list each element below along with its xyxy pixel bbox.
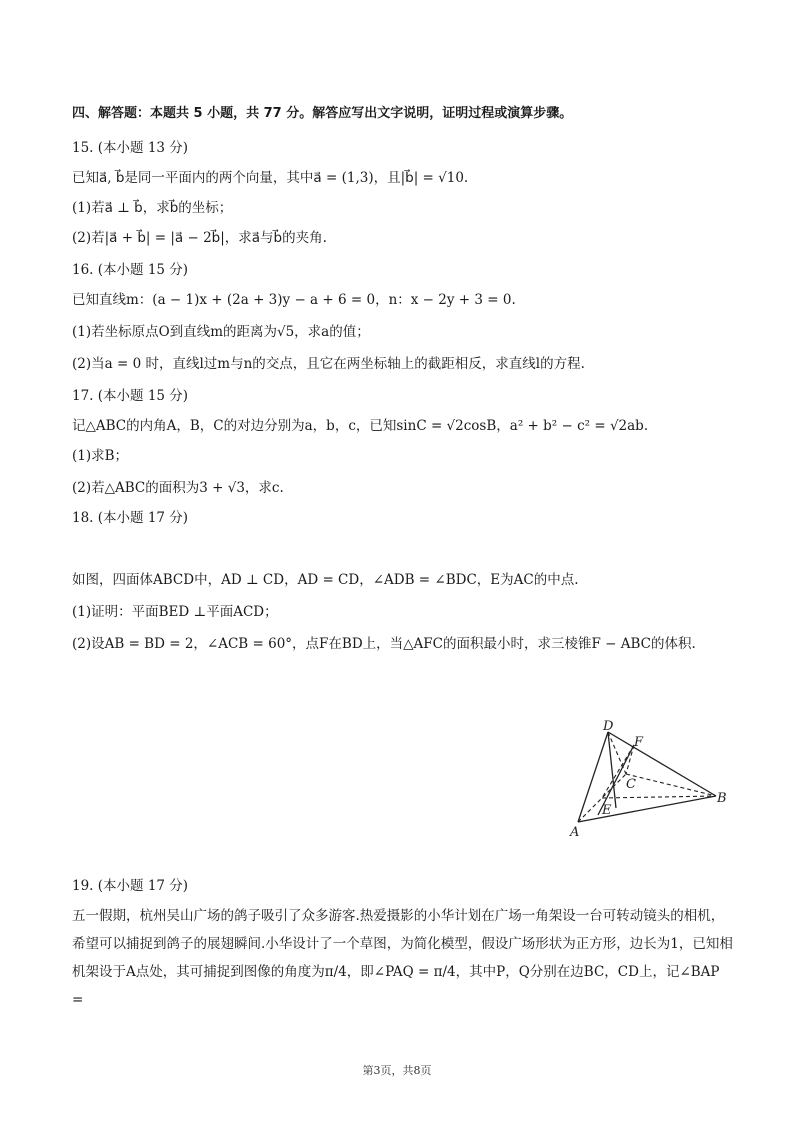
q19-title: 19. (本小题 17 分): [72, 878, 189, 894]
q18-title: 18. (本小题 17 分): [72, 510, 189, 526]
label-D: D: [603, 719, 614, 734]
edge-DE: [608, 732, 616, 808]
label-F: F: [634, 735, 644, 750]
q16-part2: (2)当a = 0 时，直线l过m与n的交点，且它在两坐标轴上的截距相反，求直线l的方程.: [72, 356, 585, 372]
q17-part1: (1)求B；: [72, 448, 129, 464]
q16-title: 16. (本小题 15 分): [72, 262, 189, 278]
q17-part2: (2)若△ABC的面积为3 + √3，求c.: [72, 480, 284, 496]
page-footer: 第3页，共8页: [362, 1064, 432, 1077]
label-B: B: [717, 791, 727, 806]
q15-part1: (1)若a⃗ ⊥ b⃗，求b⃗的坐标；: [72, 200, 233, 216]
q18-part2: (2)设AB = BD = 2，∠ACB = 60°，点F在BD上，当△AFC的面积最小时，求三棱锥F − ABC的体积.: [72, 636, 696, 652]
q17-stem: 记△ABC的内角A，B，C的对边分别为a，b，c，已知sinC = √2cosB，a² + b² − c² = √2ab.: [72, 418, 649, 434]
q15-part2: (2)若|a⃗ + b⃗| = |a⃗ − 2b⃗|，求a⃗与b⃗的夹角.: [72, 230, 327, 246]
tetrahedron-figure: [566, 718, 736, 848]
q18-part1: (1)证明：平面BED ⊥平面ACD；: [72, 604, 278, 620]
q15-title: 15. (本小题 13 分): [72, 140, 189, 156]
q17-title: 17. (本小题 15 分): [72, 388, 189, 404]
q15-stem: 已知a⃗, b⃗是同一平面内的两个向量，其中a⃗ = (1,3)，且|b⃗| = √10.: [72, 170, 469, 186]
label-E: E: [602, 803, 612, 818]
edge-EB: [602, 796, 716, 798]
label-A: A: [570, 825, 580, 840]
q18-stem: 如图，四面体ABCD中，AD ⊥ CD，AD = CD，∠ADB = ∠BDC，E为AC的中点.: [72, 572, 579, 588]
label-C: C: [626, 777, 636, 792]
q16-part1: (1)若坐标原点O到直线m的距离为√5，求a的值；: [72, 324, 370, 340]
section-header: 四、解答题：本题共 5 小题，共 77 分。解答应写出文字说明，证明过程或演算步骤。: [72, 106, 573, 121]
q16-stem: 已知直线m：(a − 1)x + (2a + 3)y − a + 6 = 0，n：x − 2y + 3 = 0.: [72, 292, 516, 308]
edge-CB: [626, 774, 716, 796]
edge-AB: [578, 796, 716, 822]
q19-text: 五一假期，杭州吴山广场的鸽子吸引了众多游客.热爱摄影的小华计划在广场一角架设一台可转动镜头的相机，希望可以捕捉到鸽子的展翅瞬间.小华设计了一个草图，为简化模型，假设广场形状为正方形，边长为1，已知相机架设于A点处，其可捕捉到图像的角度为π/4，即∠PAQ = π/4，其中P，Q分别在边BC，CD上，记∠BAP =: [72, 908, 733, 1008]
